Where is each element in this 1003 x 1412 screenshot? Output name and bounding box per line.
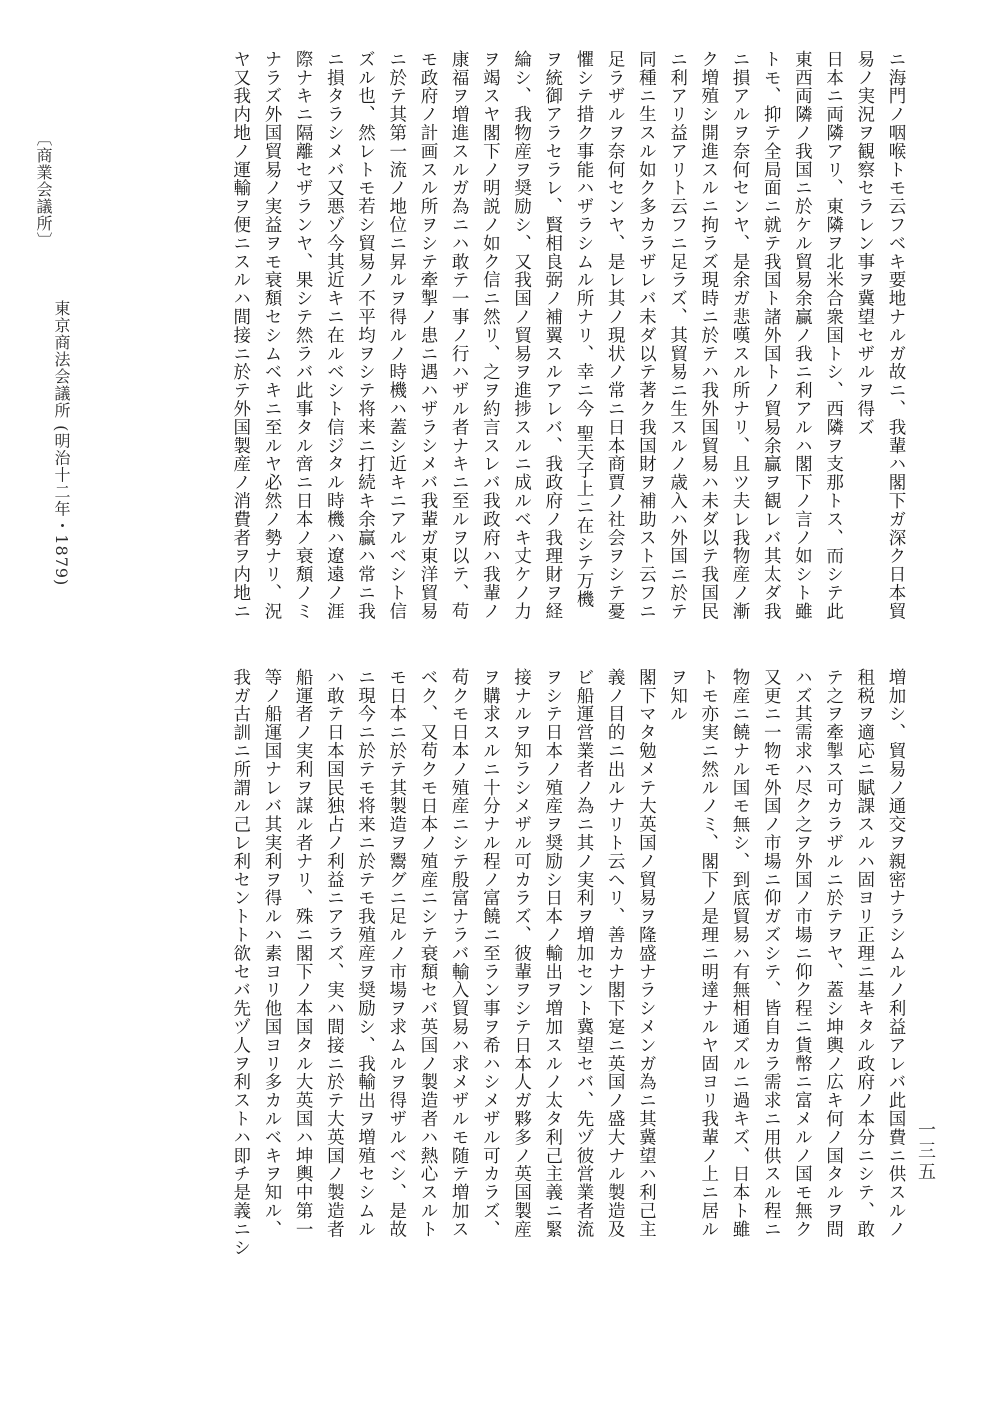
text-column: ベク、又苟クモ日本ノ殖産ニシテ衰頽セバ英国ノ製造者ハ熱心スルト (417, 668, 438, 1239)
text-column: 懼シテ措ク事能ハザラシムル所ナリ、幸ニ今 聖天子上ニ在シテ万機 (573, 50, 594, 609)
text-column: ニ利アリ益アリト云フニ足ラズ、其貿易ニ生スルノ歳入ハ外国ニ於テ (667, 50, 688, 621)
page-number: 一三五 (915, 1120, 936, 1183)
text-column: 増加シ、貿易ノ通交ヲ親密ナラシムルノ利益アレバ此国費ニ供スルノ (886, 668, 906, 1239)
text-column: 閣下マタ勉メテ大英国ノ貿易ヲ隆盛ナラシメンガ為ニ其冀望ハ利己主 (636, 668, 657, 1239)
text-column: 物産ニ饒ナル国モ無シ、到底貿易ハ有無相通ズルニ過キズ、日本ト雖 (729, 668, 750, 1239)
text-column: トモ亦実ニ然ルノミ、閣下ノ是理ニ明達ナルヤ固ヨリ我輩ノ上ニ居ル (698, 668, 719, 1239)
text-column: ニ損タラシメバ又悪ゾ今其近キニ在ルベシト信ジタル時機ハ遼遠ノ涯 (324, 50, 345, 621)
text-column: 租税ヲ適応ニ賦課スルハ固ヨリ正理ニ基キタル政府ノ本分ニシテ、敢 (854, 668, 875, 1239)
text-column: ク増殖シ開進スルニ拘ラズ現時ニ於テハ我外国貿易ハ未ダ以テ我国民 (698, 50, 719, 621)
text-column: モ日本ニ於テ其製造ヲ鬻グニ足ルノ市場ヲ求ムルヲ得ザルベシ、是故 (386, 668, 407, 1239)
text-column: ナラズ外国貿易ノ実益ヲモ衰頽セシムベキニ至ルヤ必然ノ勢ナリ、況 (261, 50, 282, 621)
text-column: ヲシテ日本ノ殖産ヲ奨励シ日本ノ輸出ヲ増加スルノ太タ利己主義ニ緊 (542, 668, 563, 1239)
text-column: 日本ニ両隣アリ、東隣ヲ北米合衆国トシ、西隣ヲ支那トス、而シテ此 (823, 50, 844, 621)
text-column: ヲ知ル (667, 668, 688, 724)
text-column: モ政府ノ計画スル所ヲシテ牽掣ノ患ニ遇ハザラシメバ我輩ガ東洋貿易 (417, 50, 438, 621)
text-column: 我ガ古訓ニ所謂ル己レ利セントト欲セバ先ヅ人ヲ利ストハ即チ是義ニシ (230, 668, 251, 1257)
text-column: ビ船運営業者ノ為ニ其ノ実利ヲ増加セント冀望セバ、先ヅ彼営業者流 (573, 668, 594, 1239)
text-column: ヲ統御アラセラレ、賢相良弼ノ補翼スルアレバ、我政府ノ我理財ヲ経 (542, 50, 563, 621)
text-column: ヤ又我内地ノ運輸ヲ便ニスルハ間接ニ於テ外国製産ノ消費者ヲ内地ニ (230, 50, 251, 621)
text-column: 綸シ、我物産ヲ奨励シ、又我国ノ貿易ヲ進捗スルニ成ルベキ丈ケノ力 (511, 50, 532, 621)
text-column: 接ナルヲ知ラシメザル可カラズ、彼輩ヲシテ日本人ガ夥多ノ英国製産 (511, 668, 532, 1239)
text-column: ニ海門ノ咽喉トモ云フベキ要地ナルガ故ニ、我輩ハ閣下ガ深ク日本貿 (886, 50, 906, 621)
text-column: 苟クモ日本ノ殖産ニシテ殷富ナラバ輸入貿易ハ求メザルモ随テ増加ス (449, 668, 470, 1239)
section-label: 〔商業会議所〕 (34, 130, 53, 249)
text-column: 足ラザルヲ奈何センヤ、是レ其ノ現状ノ常ニ日本商賈ノ社会ヲシテ憂 (605, 50, 626, 621)
text-column: ヲ竭スヤ閣下ノ明説ノ如ク信ニ然リ、之ヲ約言スレバ我政府ハ我輩ノ (480, 50, 501, 621)
text-column: ニ損アルヲ奈何センヤ、是余ガ悲嘆スル所ナリ、且ツ夫レ我物産ノ漸 (729, 50, 750, 621)
text-column: 際ナキニ隔離セザランヤ、果シテ然ラバ此事タル啻ニ日本ノ衰頽ノミ (293, 50, 314, 621)
text-column: 又更ニ一物モ外国ノ市場ニ仰ガズシテ、皆自カラ需求ニ用供スル程ニ (761, 668, 782, 1239)
text-column: 同種ニ生スル如ク多カラザレバ未ダ以テ著ク我国財ヲ補助スト云フニ (636, 50, 657, 621)
text-column: 東西両隣ノ我国ニ於ケル貿易余贏ノ我ニ利アルハ閣下ノ言ノ如シト雖 (792, 50, 813, 621)
text-column: ニ於テ其第一流ノ地位ニ昇ルヲ得ルノ時機ハ蓋シ近キニアルベシト信 (386, 50, 407, 621)
text-column: 船運者ノ実利ヲ謀ル者ナリ、殊ニ閣下ノ本国タル大英国ハ坤輿中第一 (293, 668, 314, 1239)
text-column: テ之ヲ牽掣ス可カラザルニ於テヲヤ、蓋シ坤輿ノ広キ何ノ国タルヲ問 (823, 668, 844, 1239)
text-column: トモ、抑テ全局面ニ就テ我国ト諸外国トノ貿易余贏ヲ観レバ其太ダ我 (761, 50, 782, 621)
text-column: 易ノ実況ヲ観察セラレン事ヲ冀望セザルヲ得ズ (854, 50, 875, 437)
text-column: ハ敢テ日本国民独占ノ利益ニアラズ、実ハ間接ニ於テ大英国ノ製造者 (324, 668, 345, 1239)
source-citation: 東京商法会議所 (明治十二年・1879) (52, 300, 71, 587)
text-column: 康福ヲ増進スルガ為ニハ敢テ一事ノ行ハザル者ナキニ至ルヲ以テ、苟 (449, 50, 470, 621)
text-column: 義ノ目的ニ出ルナリト云ヘリ、善カナ閣下寔ニ英国ノ盛大ナル製造及 (605, 668, 626, 1239)
text-column: ニ現今ニ於テモ将来ニ於テモ我殖産ヲ奨励シ、我輸出ヲ増殖セシムル (355, 668, 376, 1239)
text-column: ヲ購求スルニ十分ナル程ノ富饒ニ至ラン事ヲ希ハシメザル可カラズ、 (480, 668, 501, 1239)
text-block-upper (225, 50, 911, 640)
text-column: 等ノ船運国ナレバ其実利ヲ得ルハ素ヨリ他国ヨリ多カルベキヲ知ル、 (261, 668, 282, 1239)
text-column: ハズ其需求ハ尽ク之ヲ外国ノ市場ニ仰ク程ニ貨幣ニ富メルノ国モ無ク (792, 668, 813, 1239)
text-column: ズル也、然レトモ若シ貿易ノ不平均ヲシテ将来ニ打続キ余贏ハ常ニ我 (355, 50, 376, 621)
text-block-lower (225, 668, 911, 1258)
